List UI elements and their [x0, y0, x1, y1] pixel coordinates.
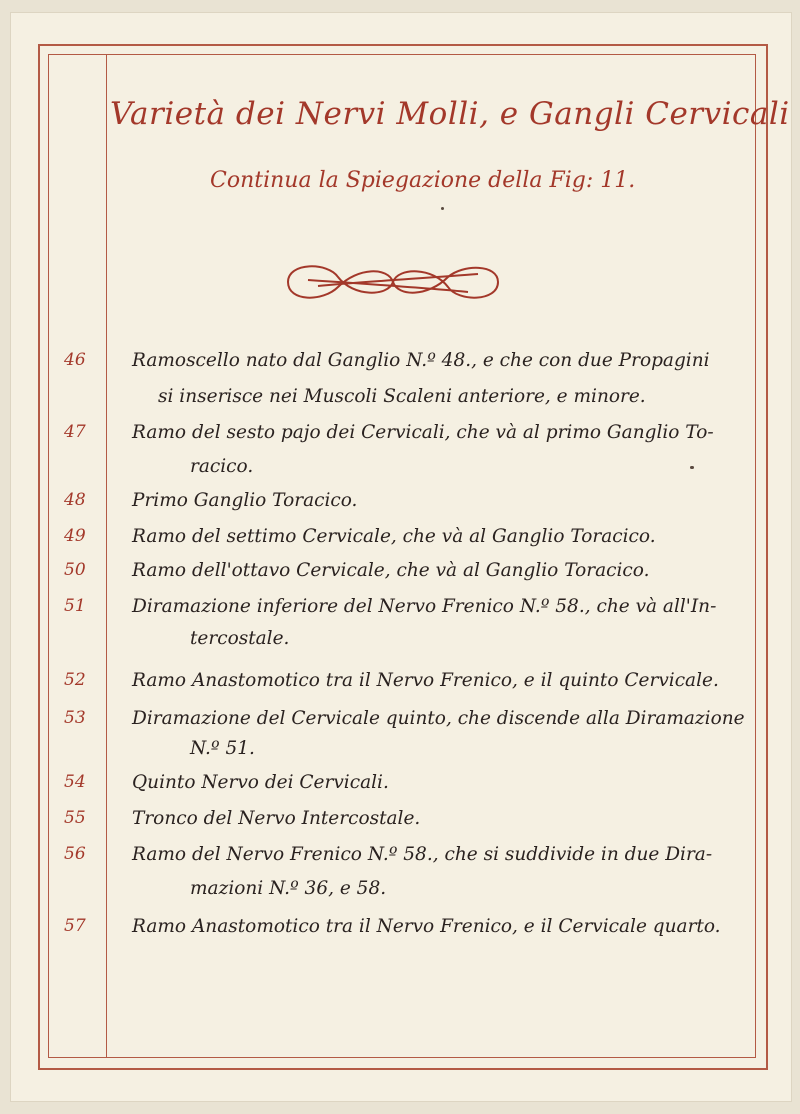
list-item	[0, 670, 800, 700]
entry-number: 55	[64, 808, 86, 828]
entry-text: Diramazione inferiore del Nervo Frenico N.º 58., che và all'In-	[132, 596, 717, 617]
entry-text: Ramo Anastomotico tra il Nervo Frenico, e il Cervicale quarto.	[132, 916, 721, 937]
entry-number: 57	[64, 916, 86, 936]
list-item	[0, 526, 800, 556]
entry-number: 46	[64, 350, 86, 370]
entry-number: 48	[64, 490, 86, 510]
entry-text: si inserisce nei Muscoli Scaleni anteriore, e minore.	[158, 386, 646, 407]
ink-spot	[690, 466, 694, 469]
entry-text: Ramo del Nervo Frenico N.º 58., che si suddivide in due Dira-	[132, 844, 713, 865]
entry-text: Quinto Nervo dei Cervicali.	[132, 772, 389, 793]
entry-text: Tronco del Nervo Intercostale.	[132, 808, 421, 829]
entry-text: Ramo Anastomotico tra il Nervo Frenico, e il quinto Cervicale.	[132, 670, 719, 691]
entry-text: mazioni N.º 36, e 58.	[190, 878, 387, 899]
entry-number: 49	[64, 526, 86, 546]
entry-text: tercostale.	[190, 628, 290, 649]
flourish-ornament	[278, 252, 508, 312]
entry-text: Diramazione del Cervicale quinto, che discende alla Diramazione	[132, 708, 745, 729]
entry-number: 51	[64, 596, 86, 616]
entry-number: 54	[64, 772, 86, 792]
entry-text: Ramo del sesto pajo dei Cervicali, che và al primo Ganglio To-	[132, 422, 714, 443]
list-item	[0, 916, 800, 946]
entry-number: 52	[64, 670, 86, 690]
list-item	[0, 772, 800, 802]
entry-number: 56	[64, 844, 86, 864]
page-subtitle: Continua la Spiegazione della Fig: 11.	[210, 168, 636, 193]
list-item	[0, 350, 800, 380]
list-item	[0, 596, 800, 626]
entry-text: Ramo dell'ottavo Cervicale, che và al Ganglio Toracico.	[132, 560, 650, 581]
entry-number: 53	[64, 708, 86, 728]
list-item-continuation	[0, 386, 800, 416]
entry-text: Ramoscello nato dal Ganglio N.º 48., e che con due Propagini	[132, 350, 710, 371]
list-item	[0, 490, 800, 520]
list-item	[0, 808, 800, 838]
list-item	[0, 708, 800, 738]
entry-text: Primo Ganglio Toracico.	[132, 490, 358, 511]
list-item-continuation	[0, 456, 800, 486]
entry-text: racico.	[190, 456, 254, 477]
entry-text: Ramo del settimo Cervicale, che và al Ganglio Toracico.	[132, 526, 656, 547]
list-item	[0, 560, 800, 590]
ink-spot	[441, 207, 444, 210]
entry-number: 50	[64, 560, 86, 580]
list-item-continuation	[0, 628, 800, 658]
page-title: Varietà dei Nervi Molli, e Gangli Cervicali	[110, 96, 790, 132]
list-item	[0, 422, 800, 452]
list-item	[0, 844, 800, 874]
list-item-continuation	[0, 878, 800, 908]
list-item-continuation	[0, 738, 800, 768]
entry-number: 47	[64, 422, 86, 442]
entry-text: N.º 51.	[190, 738, 255, 759]
